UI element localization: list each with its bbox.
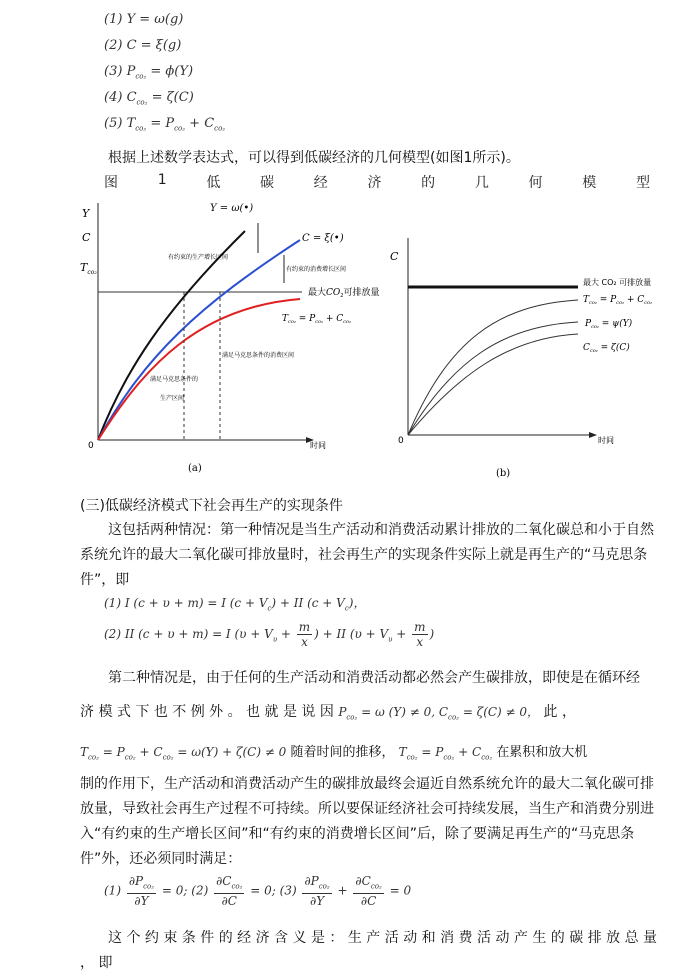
c-axis-label: C [82, 231, 91, 244]
last-line: 这 个 约 束 条 件 的 经 济 含 义 是 ： 生 产 活 动 和 消 费 活 动 产 生 的 碳 排 放 总 量 ， 即 [80, 930, 658, 971]
equation-subscript: co₂ [135, 124, 147, 133]
equation-expression: I (c + υ + m) = I (c + V [124, 596, 268, 610]
paragraph-2-line-3 [80, 740, 660, 770]
t-curve-label: $T_{co_2} = P_{co_2} + C_{co_2}$ [282, 314, 351, 325]
c-axis-label: C [390, 250, 399, 263]
text: 此 ， [543, 704, 576, 720]
paragraph-2-rest: 制的作用下，生产活动和消费活动产生的碳排放最终会逼近自然系统允许的最大二氧化碳可排放量，导致社会再生产过程不可持续。所以要保证经济社会可持续发展，当生产和消费分别进入“有约束的生产增长区间”和“有约束的消费增长区间”后，除了要满足再生产的“马克思条件”外，还必须同时满足： [80, 776, 654, 867]
caption-char: 的 [421, 175, 436, 191]
equation-expression-end: ) [429, 627, 435, 641]
origin-label: 0 [398, 436, 404, 446]
caption-char: 碳 [260, 175, 275, 191]
c-curve-label: $C_{co_2} = \zeta(C)$ [583, 343, 630, 354]
caption-char: 低 [206, 175, 221, 191]
equation-expression-end: )， [348, 596, 366, 610]
equation-number: (3) [279, 883, 297, 898]
equation-3 [104, 64, 193, 81]
equation-number: (4) [104, 90, 123, 105]
x-axis-label: 时间 [310, 441, 326, 450]
equation-number: (1) [104, 883, 121, 898]
equation-subscript: co₂ [136, 98, 148, 107]
fraction: $\frac{m}{x}$ [414, 620, 426, 649]
inline-math: $P_{co_2} = \omega$ (Y) ≠ 0, $C_{co_2} = \zeta(C) \ne 0$， [338, 705, 540, 722]
y-axis-label: Y [82, 207, 90, 220]
p-curve [408, 322, 578, 435]
equation-number: (1) [104, 12, 123, 27]
fraction: $\frac{\partial P_{co_2}}{\partial Y}$ [128, 874, 155, 909]
figure-a [70, 195, 390, 485]
origin-label: 0 [88, 441, 94, 451]
caption-char: 模 [582, 175, 597, 191]
text: 在累积和放大机 [496, 745, 588, 760]
caption-char: 何 [528, 175, 543, 191]
equation-subscript: υ [272, 635, 278, 644]
c-curve-label: C = ξ(•) [302, 233, 344, 244]
p-curve-label: $P_{co_2} = \psi(Y)$ [585, 319, 633, 330]
caption-char: 型 [635, 175, 650, 191]
caption-char: 1 [157, 172, 167, 188]
figure-b [378, 230, 678, 490]
equation-expression-rest: = P [146, 116, 175, 131]
equation-mid-2: (2) II (c + υ + m) = I ($\upsilon + V_\upsilon$ + $\frac{m}{x}$ ) + II ($\upsilon + V_\upsilon$ + $\frac{m}{x}$ ) [104, 620, 435, 649]
figure-caption [104, 172, 650, 192]
t-curve [98, 299, 300, 440]
annotation-cons-constraint: 有约束的消费增长区间 [286, 266, 347, 273]
text: 随着时间的推移， [290, 745, 395, 760]
equation-expression: C [126, 90, 137, 105]
equation-number: (2) [191, 883, 209, 898]
equation-4 [104, 90, 194, 107]
inline-math: $T_{co_2} = P_{co_2} + C_{co_2}$ [398, 745, 493, 762]
equation-expression: II (c + υ + m) = I (υ + V [124, 627, 273, 641]
paragraph-2-line-2 [80, 700, 660, 730]
c-curve [98, 240, 300, 440]
equation-part: = 0; [250, 883, 276, 898]
equation-part: = 0 [389, 883, 412, 898]
max-co2-label: 最大$CO_2$可排放量 [308, 288, 380, 299]
equation-expression: P [126, 64, 136, 79]
t-curve-label: $T_{co_2} = P_{co_2} + C_{co_2}$ [583, 295, 652, 306]
equation-operator: + [337, 883, 348, 898]
fraction: $\frac{m}{x}$ [298, 620, 311, 649]
equation-subscript: υ [388, 635, 393, 644]
equation-expression: C = ξ(g) [126, 38, 182, 53]
equation-expression-rest: ) + II (c + V [271, 596, 345, 610]
equation-number: (1) [104, 596, 121, 610]
equation-expression-rest: ) + II (υ + V [314, 627, 389, 641]
t-axis-label: $T_{co_2}$ [80, 261, 97, 276]
paragraph-1: 这包括两种情况：第一种情况是当生产活动和消费活动累计排放的二氧化碳总和小于自然系统允许的最大二氧化碳可排放量时，社会再生产的实现条件实际上就是再生产的“马克思条件”，即 [80, 522, 654, 588]
annotation-prod-constraint: 有约束的生产增长区间 [168, 254, 229, 261]
figure-b-sublabel: (b) [496, 468, 511, 479]
equation-expression-rest: = ϕ(Y) [146, 64, 194, 79]
equation-mid-1 [104, 594, 365, 612]
equation-1 [104, 12, 183, 27]
y-curve-label: Y = ω(•) [210, 203, 254, 214]
x-axis-label: 时间 [598, 436, 614, 445]
x-axis-arrow [589, 432, 597, 438]
fraction: $\frac{\partial C_{co_2}}{\partial C}$ [216, 874, 243, 909]
equation-subscript: co₂ [174, 124, 186, 133]
equation-expression: Y = ω(g) [126, 12, 184, 27]
max-co2-label: 最大 CO₂ 可排放量 [583, 278, 652, 287]
equation-expression: T [126, 116, 136, 131]
equation-5 [104, 116, 225, 133]
fraction: $\frac{\partial P_{co_2}}{\partial Y}$ [304, 874, 330, 909]
equation-number: (5) [104, 116, 123, 131]
caption-char: 图 [104, 175, 118, 191]
caption-char: 几 [474, 175, 489, 191]
annotation-marx-cons: 满足马克思条件的消费区间 [222, 352, 295, 359]
equation-bottom [104, 874, 411, 908]
equation-subscript: c [344, 604, 349, 613]
equation-number: (2) [104, 627, 121, 641]
annotation-marx-prod: 生产区间 [160, 395, 185, 402]
section-title: (三)低碳经济模式下社会再生产的实现条件 [80, 498, 343, 514]
paragraph-2-line-1: 第二种情况是，由于任何的生产活动和消费活动都必然会产生碳排放，即使是在循环经 [108, 670, 640, 686]
intro-paragraph: 根据上述数学表达式，可以得到低碳经济的几何模型(如图1所示)。 [108, 150, 520, 166]
inline-math: $T_{co_2} = P_{co_2} + C_{co_2} = \omega(Y) + \zeta(C) \ne 0$ [80, 745, 287, 762]
equation-expression-rest: + C [185, 116, 215, 131]
t-curve [408, 300, 578, 435]
caption-char: 济 [367, 175, 382, 191]
caption-char: 经 [313, 175, 328, 191]
fraction: $\frac{\partial C_{co_2}}{\partial C}$ [355, 874, 382, 909]
annotation-marx-prod: 满足马克思条件的 [150, 376, 199, 383]
equation-expression-rest: = ζ(C) [147, 90, 194, 105]
text: 济 模 式 下 也 不 例 外 。 也 就 是 说 因 [80, 704, 334, 720]
equation-2 [104, 38, 181, 53]
equation-subscript: co₂ [135, 72, 147, 81]
figure-a-sublabel: (a) [188, 463, 202, 474]
equation-part: = 0; [161, 883, 188, 898]
equation-number: (3) [104, 64, 123, 79]
equation-number: (2) [104, 38, 123, 53]
equation-subscript: co₂ [214, 124, 226, 133]
equation-subscript: c [267, 604, 272, 613]
